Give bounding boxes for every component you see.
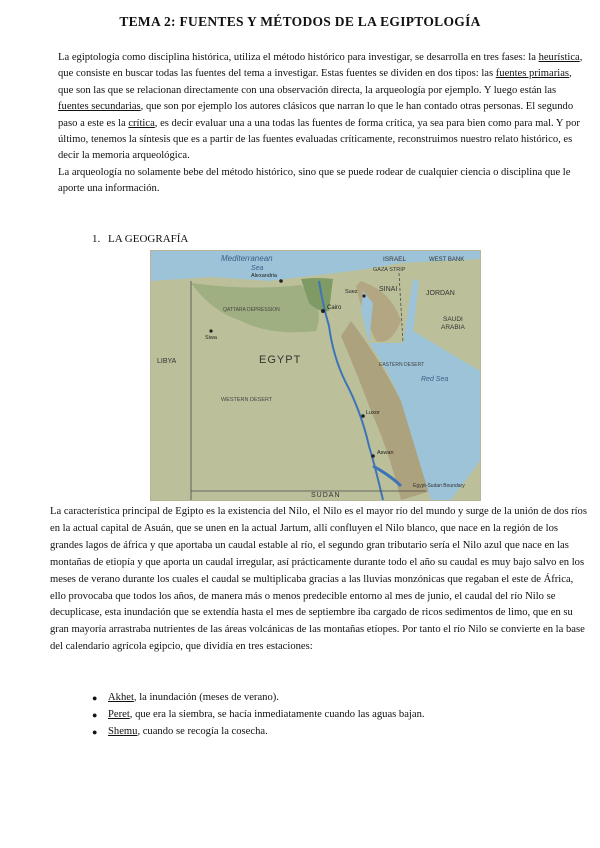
map-label-alexandria: Alexandria: [251, 273, 277, 279]
bullet-icon: ●: [92, 709, 98, 720]
map-label-qattara: QATTARA DEPRESSION: [223, 307, 280, 313]
map-city-aswan: [371, 454, 375, 458]
intro-text-span: , que son por ejemplo los autores clásicos que narran lo que le han contado otras personas. El segundo paso a este es la: [58, 101, 574, 129]
term-heuristica: heurística: [538, 52, 580, 63]
map-label-western-desert: WESTERN DESERT: [221, 397, 273, 403]
term-fuentes-secundarias: fuentes secundarias: [58, 101, 141, 113]
intro-text-span: La egiptología como disciplina histórica, utiliza el método histórico para investigar, se desarrolla en tres fases: la: [58, 52, 539, 63]
map-label-aswan: Aswan: [377, 450, 394, 456]
map-label-suez: Suez: [345, 289, 358, 295]
season-desc: , la inundación (meses de verano).: [133, 692, 279, 703]
map-label-cairo: Cairo: [327, 305, 342, 311]
term-critica: crítica: [128, 117, 155, 129]
egypt-map: [150, 250, 481, 501]
page-title: TEMA 2: FUENTES Y MÉTODOS DE LA EGIPTOLOGÍA: [119, 14, 481, 29]
section-number: 1.: [92, 233, 101, 245]
map-city-suez: [362, 294, 365, 297]
map-label-libya: LIBYA: [157, 358, 177, 365]
intro-paragraph-1: [58, 50, 588, 165]
list-item: [92, 690, 425, 707]
map-label-israel: ISRAEL: [383, 256, 407, 263]
season-desc: , cuando se recogía la cosecha.: [137, 725, 268, 737]
intro-text-span: , que son las que se relacionan directamente con una observación directa, la arqueología por ejemplo. Y luego están las: [58, 68, 572, 96]
intro-text: [58, 50, 588, 198]
bullet-icon: ●: [92, 726, 98, 737]
map-label-red-sea: Red Sea: [421, 376, 449, 383]
map-label-sudan: SUDAN: [311, 492, 341, 499]
map-label-eastern-desert: EASTERN DESERT: [379, 362, 425, 368]
term-fuentes-primarias: fuentes primarias: [495, 68, 570, 80]
map-city-siwa: [209, 329, 212, 332]
map-label-west-bank: WEST BANK: [429, 257, 465, 263]
map-city-alexandria: [279, 279, 283, 283]
intro-text-span: , que consiste en buscar todas las fuentes del tema a investigar. Estas fuentes se dividen en dos tipos: las: [58, 52, 583, 80]
body-text: [50, 504, 588, 656]
map-label-gaza: GAZA STRIP: [373, 267, 406, 273]
map-city-cairo: [321, 309, 325, 313]
map-label-sinai: SINAI: [379, 286, 398, 293]
list-item: [92, 707, 425, 724]
body-paragraph: La característica principal de Egipto es la existencia del Nilo, el Nilo es el mayor río del mundo y surge de la unión de dos ríos en la actual capital de Asuán, que se unen en la actual Jartum, allí confluyen el Nilo blanco, que nace en la región de los grandes lagos de áfrica y que aportaba un caudal estable al río, el segundo gran tributario sería el Nilo azul que nace en las montañas de etiopía y que aporta un caudal irregular, así prácticamente durante todo el año su caudal es muy bajo salvo en los meses de verano durante los cuales el caudal se multiplicaba gracias a las lluvias monzónicas que regaban el este de África, ello provocaba que todos los años, de manera más o menos predecible entorno al mes de junio, el caudal del río Nilo se decuplicase, esta inundación que se extendía hasta el mes de septiembre iba cargado de ricos sedimentos de limo, que en su gran mayoría arrastraba nutrientes de las áreas volcánicas de las montañas etíopes. Por tanto el río Nilo se convierte en la base del calendario agrícola egipcio, que dividía en tres estaciones:: [50, 506, 587, 653]
season-name: Akhet: [108, 692, 134, 703]
map-label-saudi: SAUDI: [443, 316, 463, 323]
map-label-sea: Mediterranean: [221, 254, 273, 263]
map-city-luxor: [361, 414, 365, 418]
egypt-map-graphic: [151, 251, 480, 500]
map-label-boundary: Egypt-Sudan Boundary: [413, 483, 465, 489]
map-label-siwa: Siwa: [205, 335, 217, 341]
section-label: LA GEOGRAFÍA: [108, 233, 189, 245]
seasons-list: [92, 690, 425, 741]
map-label-luxor: Luxor: [366, 410, 380, 416]
map-label-arabia: ARABIA: [441, 324, 465, 331]
intro-text-span: , es decir evaluar una a una todas las fuentes de forma crítica, ya sea para bien como para mal. Y por último, tenemos la síntesis que es a partir de las fuentes evaluadas críticamente, reconstruimos nuestro relato histórico, es decir la memoria arqueológica.: [58, 117, 580, 162]
season-name: Peret: [108, 708, 130, 720]
map-label-sea2: Sea: [251, 265, 264, 272]
intro-paragraph-2: La arqueología no solamente bebe del método histórico, sino que se puede rodear de cualquier ciencia o disciplina que le aporte una información.: [58, 166, 571, 195]
season-name: Shemu: [108, 725, 138, 737]
map-label-egypt: EGYPT: [259, 354, 302, 366]
map-label-jordan: JORDAN: [426, 290, 455, 297]
section-heading: [92, 233, 188, 245]
list-item: [92, 724, 425, 741]
bullet-icon: ●: [92, 693, 98, 703]
season-desc: , que era la siembra, se hacía inmediatamente cuando las aguas bajan.: [129, 708, 425, 720]
